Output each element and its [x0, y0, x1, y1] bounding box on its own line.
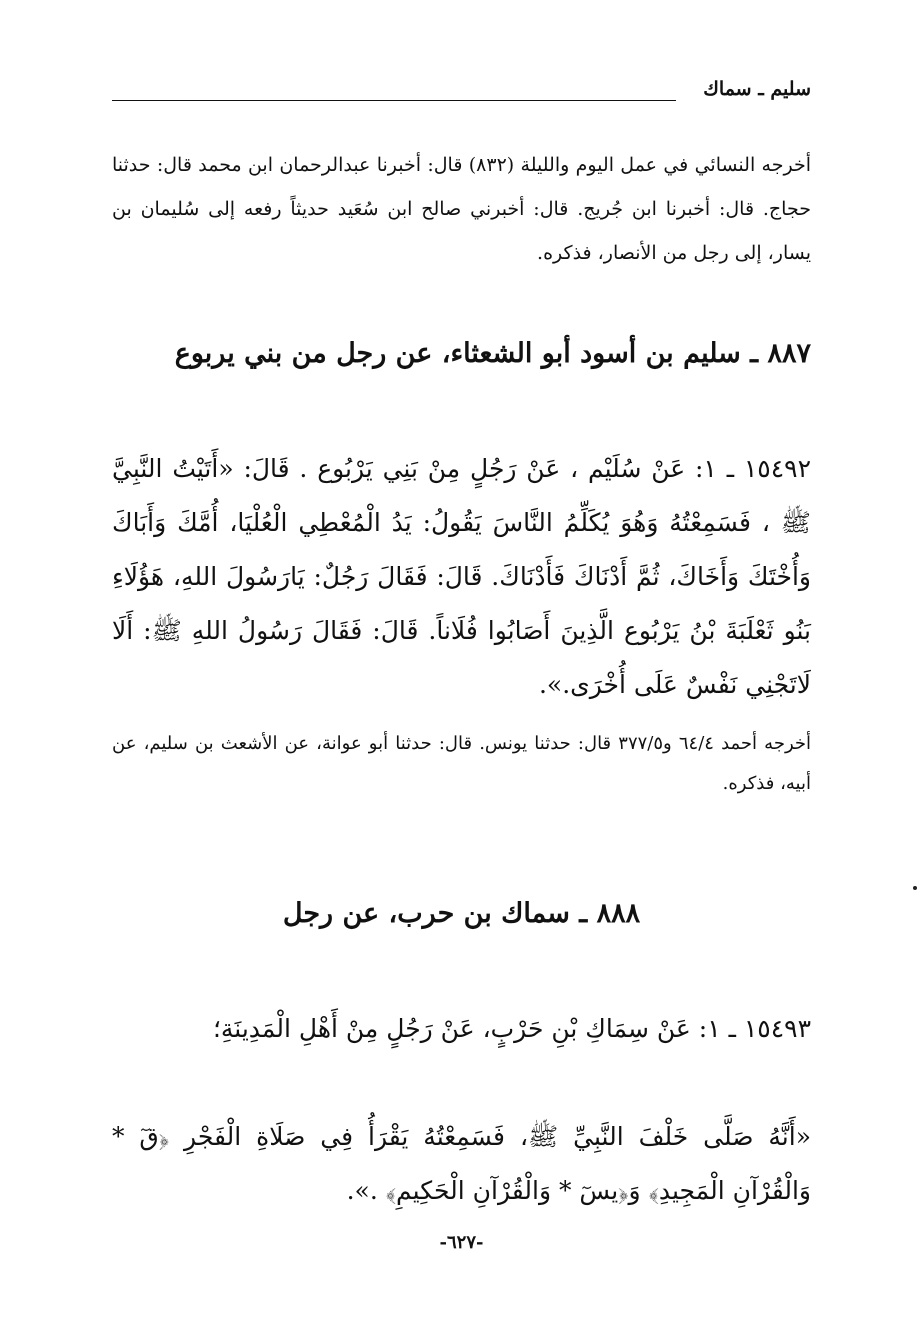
hadith-15493-intro: ١٥٤٩٣ ـ ١: عَنْ سِمَاكِ بْنِ حَرْبٍ، عَنْ رَجُلٍ مِنْ أَهْلِ الْمَدِينَةِ؛ [212, 1014, 811, 1043]
running-header [112, 78, 811, 108]
section-887-heading: ٨٨٧ ـ سليم بن أسود أبو الشعثاء، عن رجل من بني يربوع [174, 338, 811, 369]
hadith-15493-text: «أَنَّهُ صَلَّى خَلْفَ النَّبِيِّ ﷺ، فَسَمِعْتُهُ يَقْرَأُ فِي صَلَاةِ الْفَجْرِ ﴿قٓ * وَالْقُرْآنِ الْمَجِيدِ﴾ وَ﴿يسٓ * وَالْقُرْآنِ الْحَكِيمِ﴾ .». [112, 1122, 811, 1205]
reference-paragraph-top: أخرجه النسائي في عمل اليوم والليلة (٨٣٢) قال: أخبرنا عبدالرحمان ابن محمد قال: حدثنا حجاج. قال: أخبرنا ابن جُريج. قال: أخبرني صالح ابن سُعَيد حديثاً رفعه إلى سُليمان بن يسار، إلى رجل من الأنصار، فذكره. [112, 154, 811, 264]
running-head-title: سليم ـ سماك [703, 78, 811, 100]
section-888-heading: ٨٨٨ ـ سماك بن حرب، عن رجل [282, 898, 641, 929]
scan-speck [913, 886, 917, 890]
page-number: -٦٢٧- [439, 1232, 484, 1253]
header-rule [112, 100, 676, 101]
hadith-15492-text: ١٥٤٩٢ ـ ١: عَنْ سُلَيْم ، عَنْ رَجُلٍ مِنْ بَنِي يَرْبُوع . قَالَ: «أَتَيْتُ النَّبِيَّ ﷺ ، فَسَمِعْتُهُ وَهُوَ يُكَلِّمُ النَّاسَ يَقُولُ: يَدُ الْمُعْطِي الْعُلْيَا، أُمَّكَ وَأَبَاكَ وَأُخْتَكَ وَأَخَاكَ، ثُمَّ أَدْنَاكَ فَأَدْنَاكَ. قَالَ: فَقَالَ رَجُلٌ: يَارَسُولَ اللهِ، هَؤُلَاءِ بَنُو ثَعْلَبَةَ بْنُ يَرْبُوع الَّذِينَ أَصَابُوا فُلَاناً. قَالَ: فَقَالَ رَسُولُ اللهِ ﷺ: أَلَا لَاتَجْنِي نَفْسٌ عَلَى أُخْرَى.». [112, 454, 811, 699]
reference-paragraph-887: أخرجه أحمد ٦٤/٤ و٣٧٧/٥ قال: حدثنا يونس. قال: حدثنا أبو عوانة، عن الأشعث بن سليم، عن أبيه، فذكره. [112, 733, 812, 794]
